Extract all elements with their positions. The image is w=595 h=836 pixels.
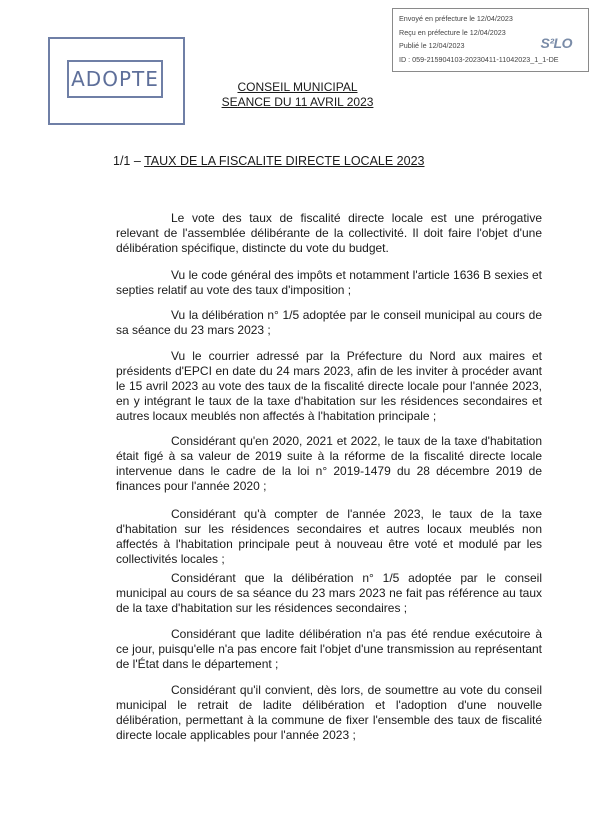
section-heading <box>113 154 424 168</box>
paragraph: Considérant que la délibération n° 1/5 adoptée par le conseil municipal au cours de sa séance du 23 mars 2023 ne fait pas référence au taux de la taxe d'habitation sur les résidences secondaires ; <box>116 571 542 615</box>
adopted-stamp-label: ADOPTE <box>67 60 163 98</box>
paragraph: Le vote des taux de fiscalité directe locale est une prérogative relevant de l'assemblée délibérante de la collectivité. Il doit faire l'objet d'une délibération spécifique, distincte du vote du budget. <box>116 211 542 255</box>
transmission-stamp <box>392 8 589 72</box>
paragraph: Vu le code général des impôts et notamment l'article 1636 B sexies et septies relatif au vote des taux d'imposition ; <box>116 268 542 297</box>
council-title: CONSEIL MUNICIPAL <box>237 80 358 94</box>
paragraph: Vu la délibération n° 1/5 adoptée par le conseil municipal au cours de sa séance du 23 mars 2023 ; <box>116 308 542 337</box>
stamp-id: ID : 059-215904103-20230411-11042023_1_1-DE <box>399 55 559 64</box>
paragraph: Considérant qu'à compter de l'année 2023, le taux de la taxe d'habitation sur les résidences secondaires et autres locaux meublés non affectés à l'habitation principale peut à nouveau être voté et modulé par les collectivités locales ; <box>116 507 542 566</box>
paragraph: Vu le courrier adressé par la Préfecture du Nord aux maires et présidents d'EPCI en date du 24 mars 2023, afin de les inviter à procéder avant le 15 avril 2023 au vote des taux de la fiscalité directe locale pour l'année 2023, en y intégrant le taux de la taxe d'habitation sur les résidences secondaires et autres locaux meublés non affectés à l'habitation principale ; <box>116 349 542 423</box>
stamp-received: Reçu en préfecture le 12/04/2023 <box>399 28 506 37</box>
section-title: TAUX DE LA FISCALITE DIRECTE LOCALE 2023 <box>144 154 425 168</box>
paragraph: Considérant qu'en 2020, 2021 et 2022, le taux de la taxe d'habitation était figé à sa valeur de 2019 suite à la réforme de la fiscalité directe locale intervenue dans le cadre de la loi n° 2019-1479 du 28 décembre 2019 de finances pour l'année 2020 ; <box>116 434 542 493</box>
stamp-published: Publié le 12/04/2023 <box>399 41 465 50</box>
paragraph: Considérant qu'il convient, dès lors, de soumettre au vote du conseil municipal le retrait de ladite délibération et l'adoption d'une nouvelle délibération, permettant à la commune de fixer l'ensemble des taux de fiscalité directe locale applicables pour l'année 2023 ; <box>116 683 542 742</box>
s2lo-logo: S²LO <box>540 35 572 51</box>
stamp-sent: Envoyé en préfecture le 12/04/2023 <box>399 14 513 23</box>
session-date: SEANCE DU 11 AVRIL 2023 <box>221 95 374 109</box>
section-number: 1/1 – <box>113 154 141 168</box>
paragraph: Considérant que ladite délibération n'a pas été rendue exécutoire à ce jour, puisqu'elle n'a pas encore fait l'objet d'une transmission au représentant de l'État dans le département ; <box>116 627 542 671</box>
